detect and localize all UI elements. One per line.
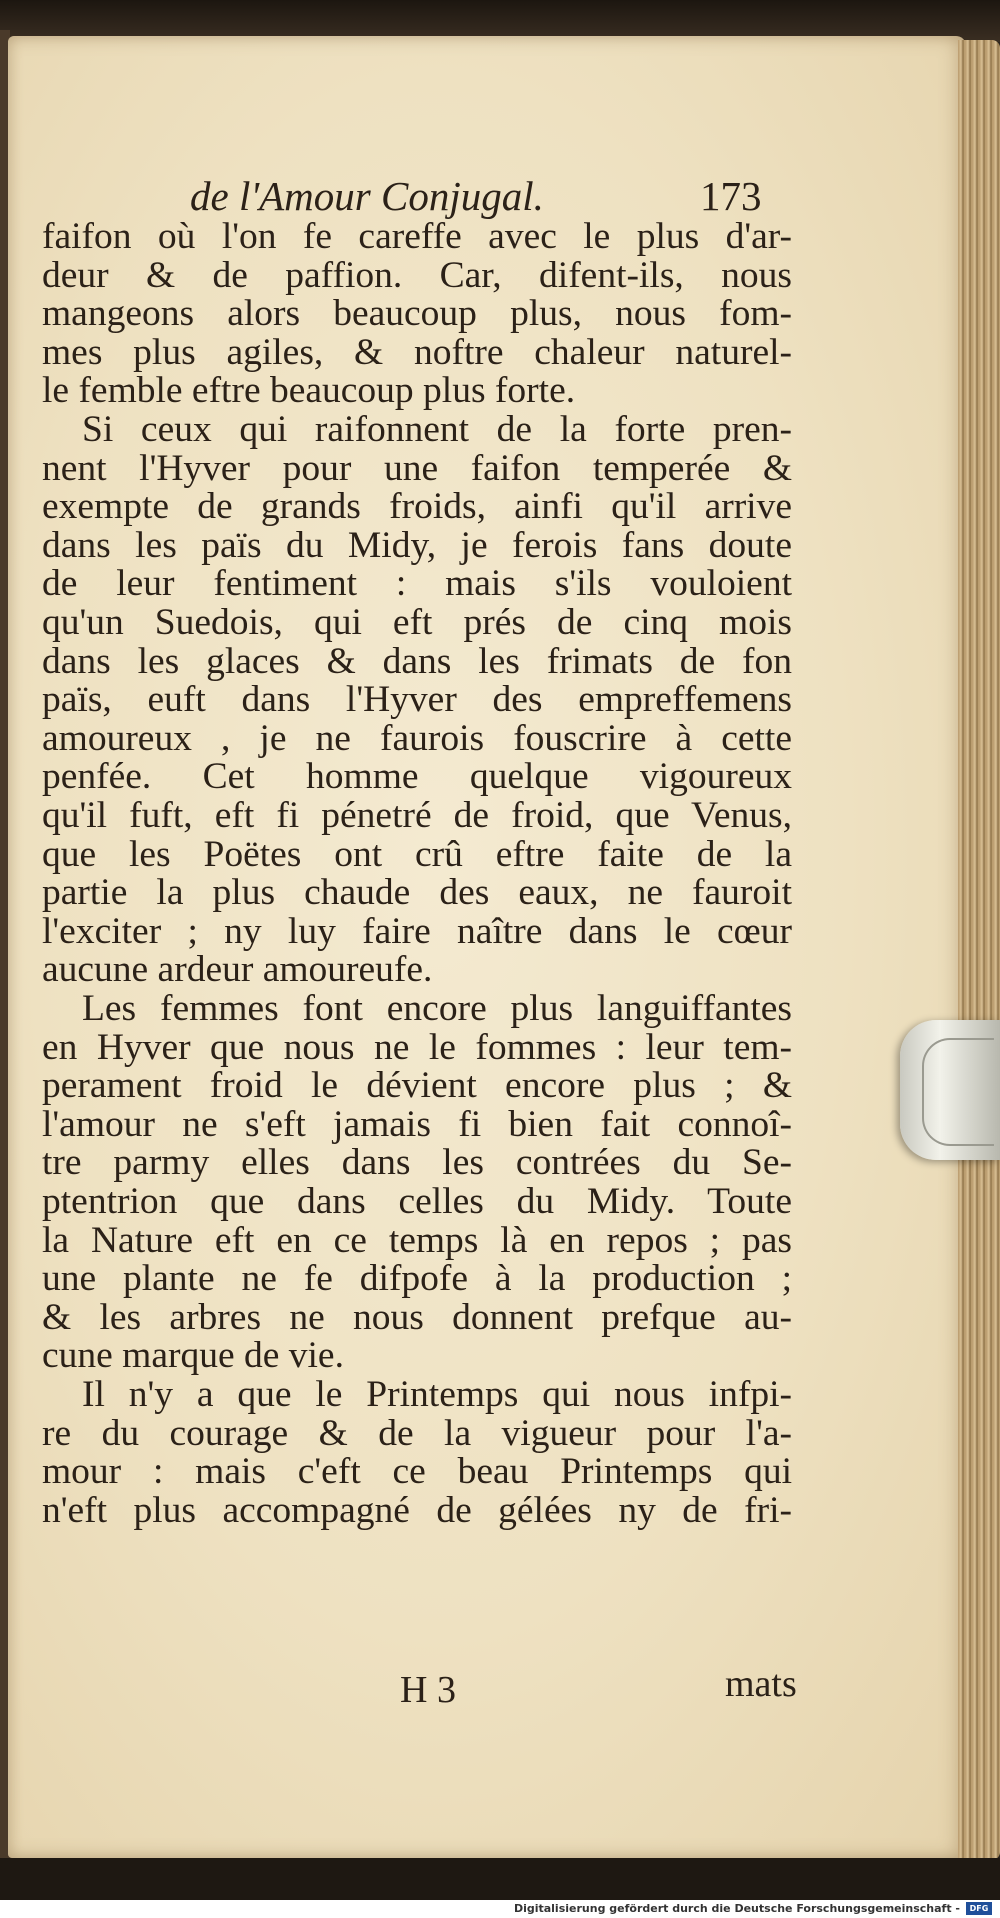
text-line: dans les glaces & dans les frimats de fon: [42, 640, 792, 682]
text-line: ptentrion que dans celles du Midy. Toute: [42, 1181, 792, 1222]
text-line: mes plus agiles, & noftre chaleur naturel-: [42, 331, 792, 373]
text-line: qu'il fuft, eft fi pénetré de froid, que Venus,: [42, 795, 792, 836]
text-line: le femble eftre beaucoup plus forte.: [42, 370, 576, 412]
text-line: faifon où l'on fe careffe avec le plus d'ar-: [42, 216, 792, 257]
text-line: n'eft plus accompagné de gélées ny de fri-: [42, 1489, 792, 1531]
text-line: Les femmes font encore plus languiffantes: [82, 988, 792, 1029]
text-line: qu'un Suedois, qui eft prés de cinq mois: [42, 602, 792, 643]
text-line: penfée. Cet homme quelque vigoureux: [42, 756, 792, 798]
catchword: mats: [725, 1663, 797, 1705]
text-line: l'exciter ; ny luy faire naître dans le cœur: [42, 910, 792, 952]
text-line: nent l'Hyver pour une faifon temperée &: [42, 447, 792, 489]
clasp-ring: [922, 1038, 994, 1146]
text-line: dans les païs du Midy, je ferois fans doute: [42, 524, 792, 566]
text-line: l'amour ne s'eft jamais fi bien fait connoî-: [42, 1103, 792, 1145]
text-line: exempte de grands froids, ainfi qu'il arrive: [42, 486, 792, 528]
text-line: amoureux , je ne faurois fouscrire à cette: [42, 717, 792, 759]
text-line: tre parmy elles dans les contrées du Se-: [42, 1142, 792, 1184]
text-line: païs, euft dans l'Hyver des empreffemens: [42, 679, 792, 721]
text-line: mour : mais c'eft ce beau Printemps qui: [42, 1451, 792, 1493]
page-edges: [958, 40, 1000, 1860]
text-line: en Hyver que nous ne le fommes : leur tem-: [42, 1026, 792, 1068]
text-line: aucune ardeur amoureufe.: [42, 949, 433, 991]
running-head: de l'Amour Conjugal.: [190, 173, 544, 219]
text-line: perament froid le dévient encore plus ; &: [42, 1065, 792, 1107]
text-line: de leur fentiment : mais s'ils vouloient: [42, 563, 792, 605]
page-number: 173: [700, 173, 762, 219]
text-line: re du courage & de la vigueur pour l'a-: [42, 1412, 792, 1454]
text-line: Si ceux qui raifonnent de la forte pren-: [82, 409, 792, 450]
text-line: la Nature eft en ce temps là en repos ; pas: [42, 1219, 792, 1261]
text-line: que les Poëtes ont crû eftre faite de la: [42, 833, 792, 875]
text-line: une plante ne fe difpofe à la production ;: [42, 1258, 792, 1300]
digitization-credit: Digitalisierung gefördert durch die Deutsche Forschungsgemeinschaft -: [513, 1902, 960, 1915]
text-line: & les arbres ne nous donnent prefque au-: [42, 1296, 792, 1338]
text-line: cune marque de vie.: [42, 1335, 344, 1377]
signature-mark: H 3: [400, 1669, 456, 1711]
text-line: Il n'y a que le Printemps qui nous infpi-: [82, 1374, 792, 1415]
text-line: deur & de paffion. Car, difent-ils, nous: [42, 254, 792, 296]
scan-bottom-edge: [0, 1858, 1000, 1900]
text-line: partie la plus chaude des eaux, ne fauroit: [42, 872, 792, 914]
dfg-logo: DFG: [966, 1902, 992, 1915]
text-line: mangeons alors beaucoup plus, nous fom-: [42, 293, 792, 335]
